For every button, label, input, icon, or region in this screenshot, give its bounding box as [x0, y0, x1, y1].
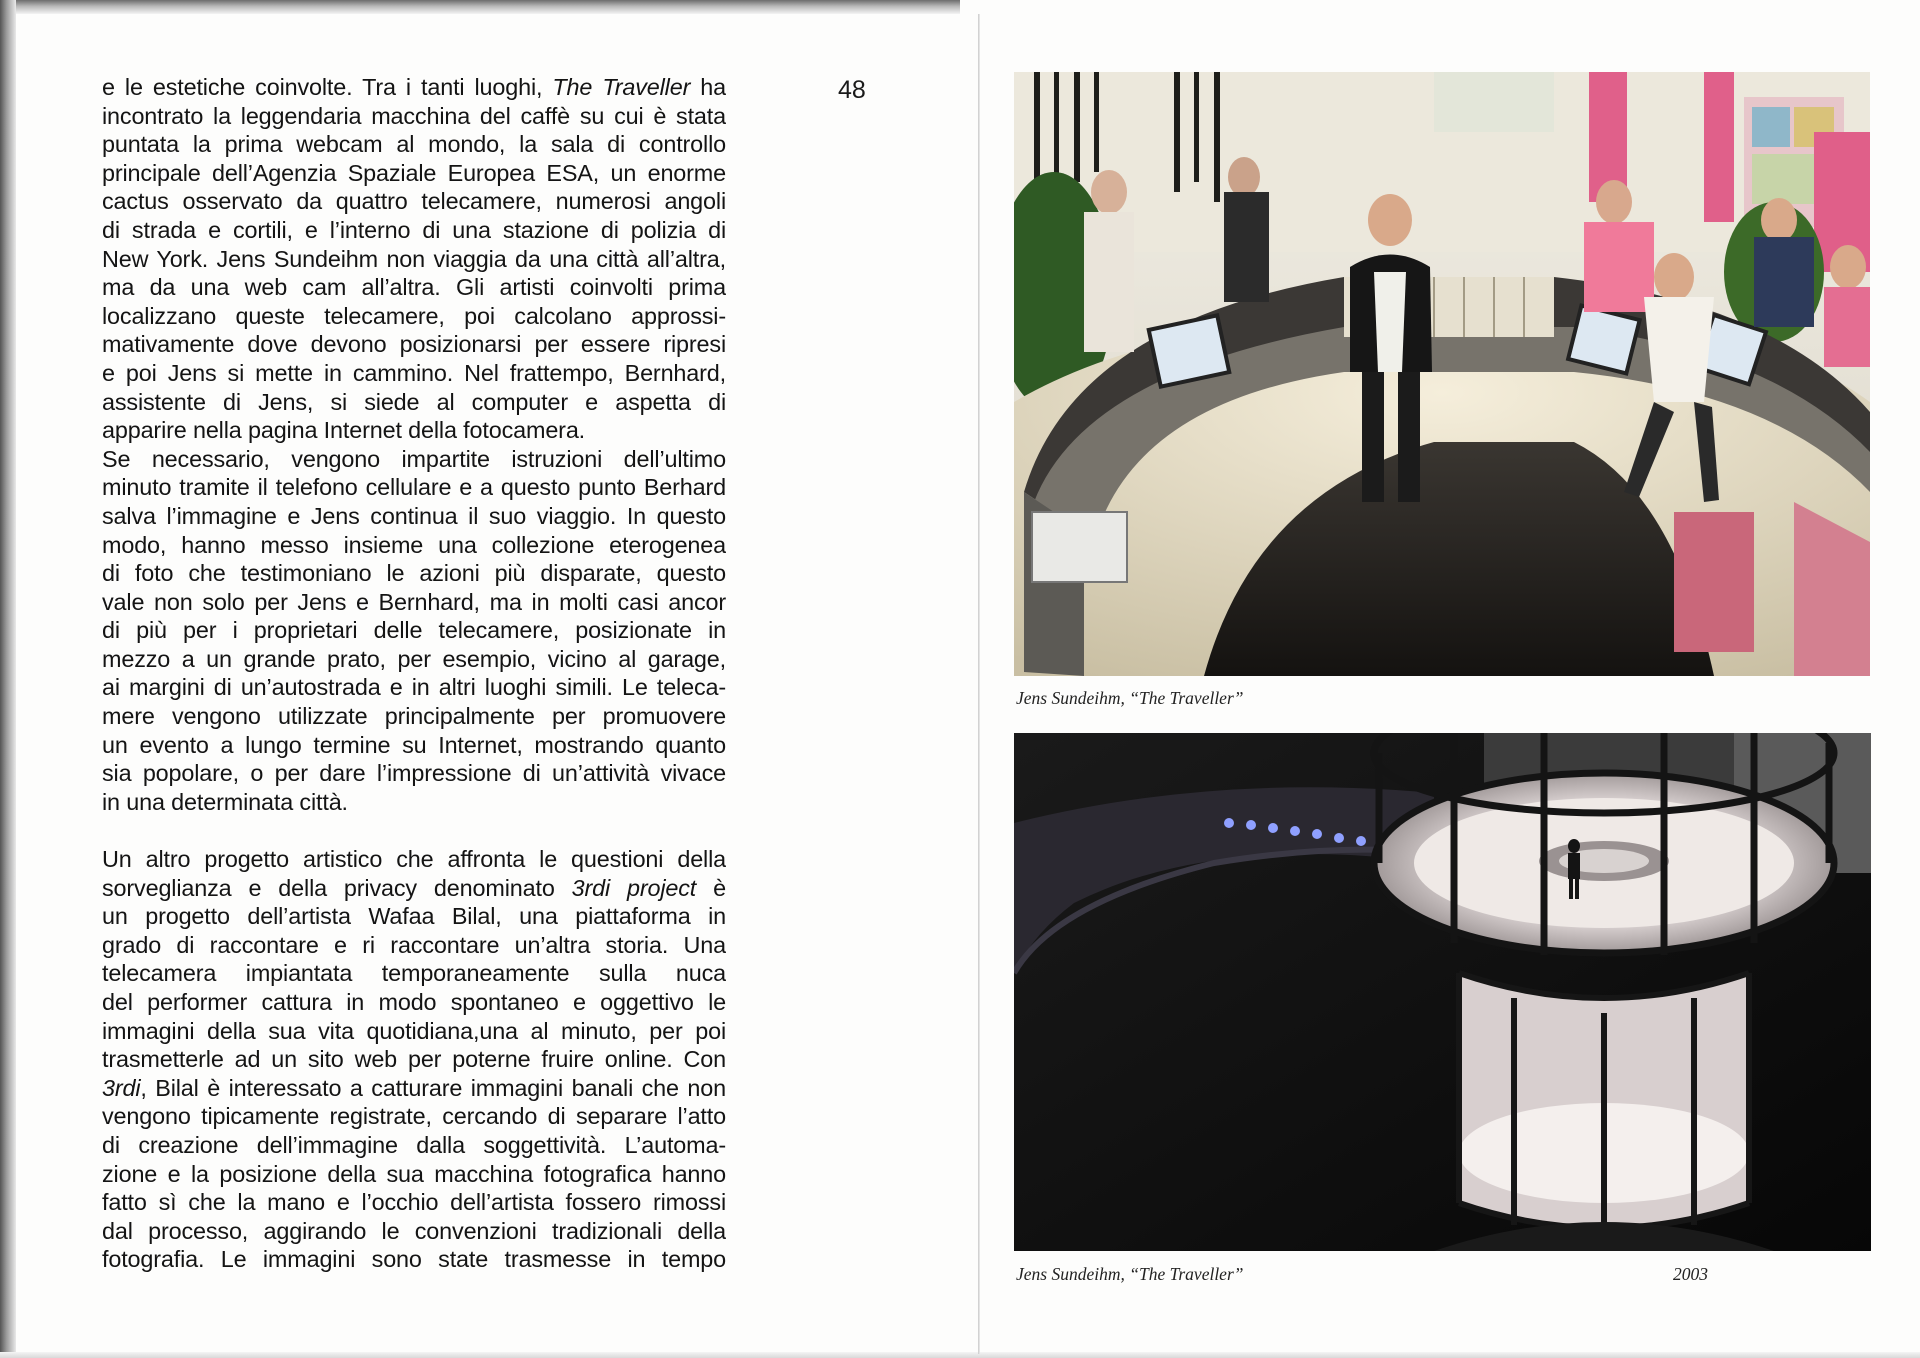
text-run: è: [696, 874, 726, 901]
text-line: [102, 1017, 726, 1046]
text-line: [102, 102, 726, 131]
text-run: New York. Jens Sundeihm non viaggia da una città all’altra,: [102, 245, 726, 272]
text-line: [102, 330, 726, 359]
text-line: [102, 588, 726, 617]
photo-glass-tower: [1014, 733, 1871, 1251]
text-run: Un altro progetto artistico che affronta le questioni della: [102, 846, 726, 873]
text-run: e le estetiche coinvolte. Tra i tanti luoghi,: [102, 74, 553, 100]
page-gutter: [978, 14, 980, 1354]
text-run: ha: [690, 74, 726, 100]
text-run: grado di raccontare e ri raccontare un’altra storia. Una: [102, 931, 726, 958]
scan-edge-left: [0, 0, 16, 1358]
text-line: [102, 502, 726, 531]
text-line: [102, 1188, 726, 1217]
text-line: [102, 988, 726, 1017]
text-run: telecamera impiantata temporaneamente sulla nuca: [102, 960, 726, 987]
text-line: [102, 673, 726, 702]
text-run: di creazione dell’immagine dalla soggettività. L’automa-: [102, 1131, 726, 1158]
text-run: mativamente dove devono posizionarsi per essere ripresi: [102, 331, 726, 358]
text-line: [102, 959, 726, 988]
text-run: trasmetterle ad un sito web per poterne fruire online. Con: [102, 1046, 726, 1073]
text-line: [102, 874, 726, 903]
text-line: [102, 616, 726, 645]
figure-year: 2003: [1673, 1264, 1708, 1284]
text-run: mere vengono utilizzate principalmente per promuovere: [102, 703, 726, 730]
scan-edge-bottom: [0, 1352, 1920, 1358]
text-run: ai margini di un’autostrada e in altri luoghi simili. Le teleca-: [102, 674, 726, 701]
text-line: [102, 1102, 726, 1131]
text-line: [102, 159, 726, 188]
text-run: vengono tipicamente registrate, cercando di separare l’atto: [102, 1103, 726, 1130]
italic-title: 3rdi project: [571, 874, 697, 901]
text-line: [102, 645, 726, 674]
text-run: modo, hanno messo insieme una collezione eterogenea: [102, 531, 726, 558]
text-run: in una determinata città.: [102, 788, 348, 815]
text-run: puntata la prima webcam al mondo, la sala di controllo: [102, 131, 726, 158]
photo-reception-desk: [1014, 72, 1870, 676]
paragraph-gap: [102, 816, 726, 845]
text-line: [102, 902, 726, 931]
italic-title: The Traveller: [552, 74, 691, 100]
text-line: [102, 1245, 726, 1274]
scan-edge-top: [0, 0, 960, 14]
text-run: fatto sì che la mano e l’occhio dell’artista fossero rimossi: [102, 1189, 726, 1216]
text-run: sorveglianza e della privacy denominato: [102, 874, 572, 901]
text-line: [102, 359, 726, 388]
text-run: localizzano queste telecamere, poi calcolano approssi-: [102, 302, 726, 329]
italic-title: 3rdi: [102, 1074, 141, 1101]
text-line: [102, 73, 726, 102]
text-line: [102, 1045, 726, 1074]
text-run: zione e la posizione della sua macchina fotografica hanno: [102, 1160, 726, 1187]
text-line: [102, 731, 726, 760]
text-run: sia popolare, o per dare l’impressione di un’attività vivace: [102, 760, 726, 787]
text-line: [102, 1217, 726, 1246]
text-line: [102, 845, 726, 874]
text-line: [102, 1074, 726, 1103]
text-run: , Bilal è interessato a catturare immagini banali che non: [140, 1074, 726, 1101]
text-line: [102, 445, 726, 474]
text-run: cactus osservato da quattro telecamere, numerosi angoli: [102, 188, 726, 215]
text-line: [102, 759, 726, 788]
text-line: [102, 273, 726, 302]
text-run: di più per i proprietari delle telecamere, posizionate in: [102, 617, 726, 644]
text-run: vale non solo per Jens e Bernhard, ma in molti casi ancor: [102, 588, 726, 615]
text-run: di foto che testimoniano le azioni più disparate, questo: [102, 560, 726, 587]
text-line: [102, 788, 726, 817]
text-run: salva l’immagine e Jens continua il suo viaggio. In questo: [102, 502, 726, 529]
text-run: e poi Jens si mette in cammino. Nel frattempo, Bernhard,: [102, 359, 726, 386]
text-line: [102, 302, 726, 331]
text-run: dal processo, aggirando le convenzioni tradizionali della: [102, 1217, 726, 1244]
text-line: [102, 1160, 726, 1189]
text-run: un progetto dell’artista Wafaa Bilal, una piattaforma in: [102, 903, 726, 930]
body-text: [102, 73, 726, 1274]
text-run: immagini della sua vita quotidiana,una al minuto, per poi: [102, 1017, 726, 1044]
text-line: [102, 931, 726, 960]
text-line: [102, 216, 726, 245]
text-line: [102, 245, 726, 274]
text-line: [102, 473, 726, 502]
text-run: fotografia. Le immagini sono state trasmesse in tempo: [102, 1246, 726, 1273]
text-line: [102, 416, 726, 445]
text-line: [102, 559, 726, 588]
text-line: [102, 1131, 726, 1160]
text-run: del performer cattura in modo spontaneo e oggettivo le: [102, 989, 726, 1015]
text-line: [102, 130, 726, 159]
figure-caption: Jens Sundeihm, “The Traveller”: [1016, 688, 1244, 708]
text-line: [102, 531, 726, 560]
text-run: mezzo a un grande prato, per esempio, vicino al garage,: [102, 645, 726, 672]
text-run: principale dell’Agenzia Spaziale Europea ESA, un enorme: [102, 159, 726, 186]
text-run: un evento a lungo termine su Internet, mostrando quanto: [102, 731, 726, 758]
text-run: Se necessario, vengono impartite istruzioni dell’ultimo: [102, 445, 726, 472]
text-line: [102, 702, 726, 731]
text-run: assistente di Jens, si siede al computer e aspetta di: [102, 388, 726, 415]
text-run: di strada e cortili, e l’interno di una stazione di polizia di: [102, 216, 726, 243]
text-line: [102, 187, 726, 216]
text-run: incontrato la leggendaria macchina del caffè su cui è stata: [102, 102, 726, 129]
figure-caption: Jens Sundeihm, “The Traveller”: [1016, 1264, 1244, 1284]
text-run: minuto tramite il telefono cellulare e a questo punto Berhard: [102, 474, 726, 501]
page-number: 48: [838, 76, 866, 104]
text-run: ma da una web cam all’altra. Gli artisti coinvolti prima: [102, 274, 726, 301]
text-run: apparire nella pagina Internet della fotocamera.: [102, 417, 586, 444]
text-line: [102, 388, 726, 417]
